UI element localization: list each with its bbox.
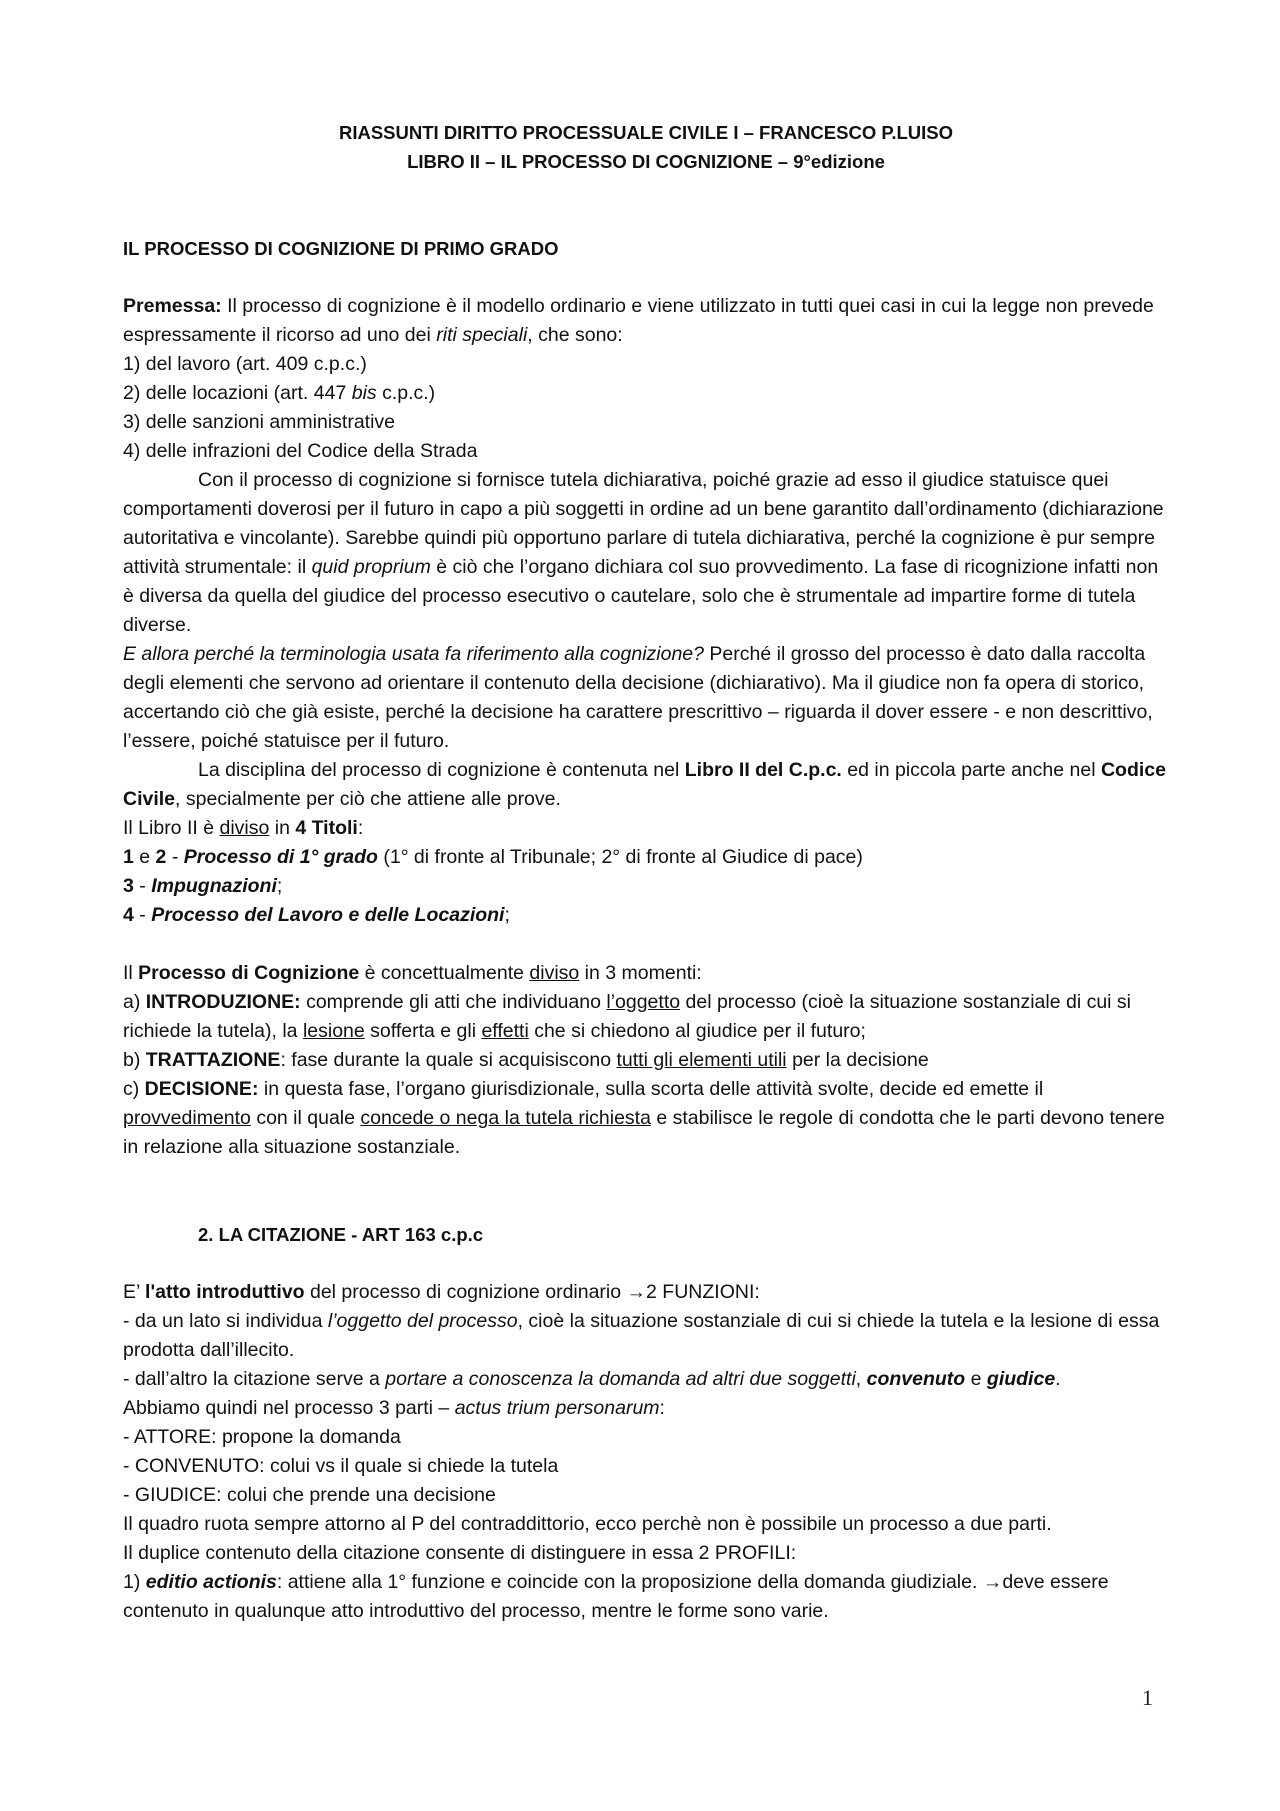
list-item: - GIUDICE: colui che prende una decisione	[123, 1484, 496, 1506]
arrow-right-icon: →	[982, 1571, 1003, 1593]
arrow-right-icon: →	[626, 1281, 647, 1303]
body-paragraph: Il duplice contenuto della citazione consente di distinguere in essa 2 PROFILI:	[123, 1542, 797, 1564]
list-item: 3) delle sanzioni amministrative	[123, 411, 396, 433]
body-paragraph: E’ l'atto introduttivo del processo di cognizione ordinario →2 FUNZIONI:	[123, 1281, 760, 1303]
body-paragraph: La disciplina del processo di cognizione è contenuta nel Libro II del C.p.c. ed in piccola parte anche nel Codice Civile, specialmente per ciò che attiene alle prove.	[123, 759, 1166, 810]
list-item: 1 e 2 - Processo di 1° grado (1° di fronte al Tribunale; 2° di fronte al Giudice di pace)	[123, 846, 863, 868]
list-item: - dall’altro la citazione serve a portare a conoscenza la domanda ad altri due soggetti, convenuto e giudice.	[123, 1368, 1061, 1390]
body-paragraph: Abbiamo quindi nel processo 3 parti – actus trium personarum:	[123, 1397, 665, 1419]
list-item: 3 - Impugnazioni;	[123, 875, 283, 897]
document-title-line-1: RIASSUNTI DIRITTO PROCESSUALE CIVILE I – FRANCESCO P.LUISO	[338, 122, 953, 143]
list-item: c) DECISIONE: in questa fase, l’organo giurisdizionale, sulla scorta delle attività svolte, decide ed emette il provvedimento con il quale concede o nega la tutela richiesta e stabilisce le regole di condotta che le parti devono tenere in relazione alla situazione sostanziale.	[123, 1078, 1165, 1158]
list-item: 1) editio actionis: attiene alla 1° funzione e coincide con la proposizione della domanda giudiziale. →deve essere contenuto in qualunque atto introduttivo del processo, mentre le forme sono varie.	[123, 1571, 1109, 1622]
body-paragraph: E allora perché la terminologia usata fa riferimento alla cognizione? Perché il grosso del processo è dato dalla raccolta degli elementi che servono ad orientare il contenuto della decisione (dichiarativo). Ma il giudice non fa opera di storico, accertando ciò che già esiste, perché la decisione ha carattere prescrittivo – riguarda il dover essere - e non descrittivo, l’essere, poiché statuisce per il futuro.	[123, 643, 1153, 752]
list-item: 4 - Processo del Lavoro e delle Locazioni;	[123, 904, 510, 926]
list-item: - da un lato si individua l’oggetto del processo, cioè la situazione sostanziale di cui si chiede la tutela e la lesione di essa prodotta dall’illecito.	[123, 1310, 1160, 1361]
page-number: 1	[1142, 1685, 1153, 1710]
list-item: - ATTORE: propone la domanda	[123, 1426, 401, 1448]
list-item: 2) delle locazioni (art. 447 bis c.p.c.)	[123, 382, 436, 404]
document-title-line-2: LIBRO II – IL PROCESSO DI COGNIZIONE – 9°edizione	[407, 151, 885, 172]
list-item: a) INTRODUZIONE: comprende gli atti che individuano l’oggetto del processo (cioè la situazione sostanziale di cui si richiede la tutela), la lesione sofferta e gli effetti che si chiedono al giudice per il futuro;	[123, 991, 1131, 1042]
body-paragraph: Il quadro ruota sempre attorno al P del contraddittorio, ecco perchè non è possibile un processo a due parti.	[123, 1513, 1052, 1535]
section-heading-primo-grado: IL PROCESSO DI COGNIZIONE DI PRIMO GRADO	[123, 238, 559, 259]
premessa-label: Premessa:	[123, 295, 222, 317]
body-paragraph: Con il processo di cognizione si fornisce tutela dichiarativa, poiché grazie ad esso il giudice statuisce quei comportamenti doverosi per il futuro in capo a più soggetti in ordine ad un bene garantito dall’ordinamento (dichiarazione autoritativa e vincolante). Sarebbe quindi più opportuno parlare di tutela dichiarativa, perché la cognizione è pur sempre attività strumentale: il quid proprium è ciò che l’organo dichiara col suo provvedimento. La fase di ricognizione infatti non è diversa da quella del giudice del processo esecutivo o cautelare, solo che è strumentale ad impartire forme di tutela diverse.	[123, 469, 1164, 636]
libro-line: Il Libro II è diviso in 4 Titoli:	[123, 817, 364, 839]
list-item: b) TRATTAZIONE: fase durante la quale si acquisiscono tutti gli elementi utili per la decisione	[123, 1049, 929, 1071]
list-item: 1) del lavoro (art. 409 c.p.c.)	[123, 353, 367, 375]
premessa-paragraph: Premessa: Il processo di cognizione è il modello ordinario e viene utilizzato in tutti quei casi in cui la legge non prevede espressamente il ricorso ad uno dei riti speciali, che sono:	[123, 295, 1154, 346]
momenti-line: Il Processo di Cognizione è concettualmente diviso in 3 momenti:	[123, 962, 702, 984]
section-heading-citazione: 2. LA CITAZIONE - ART 163 c.p.c	[198, 1224, 484, 1245]
list-item: 4) delle infrazioni del Codice della Strada	[123, 440, 478, 462]
list-item: - CONVENUTO: colui vs il quale si chiede la tutela	[123, 1455, 559, 1477]
document-page	[123, 118, 1169, 1626]
